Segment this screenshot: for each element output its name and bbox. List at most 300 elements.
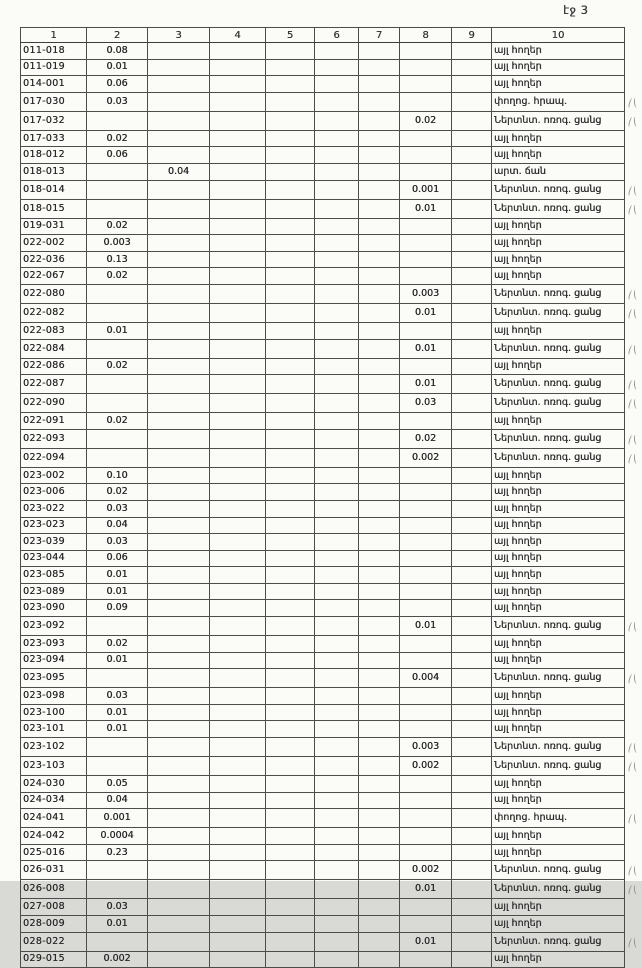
cell-col6-empty xyxy=(315,413,359,430)
cell-parcel-code: 019-031 xyxy=(21,218,87,235)
cell-col5-empty xyxy=(266,669,315,688)
table-row xyxy=(21,636,642,653)
margin-note-cell xyxy=(625,792,642,809)
cell-parcel-code: 023-094 xyxy=(21,652,87,669)
cell-col4-empty xyxy=(210,757,266,776)
cell-col2-area xyxy=(87,448,148,467)
table-row xyxy=(21,669,642,688)
margin-note-cell xyxy=(625,617,642,636)
handwritten-margin-mark xyxy=(628,186,637,196)
cell-col3-area xyxy=(148,500,210,517)
cell-col9-empty xyxy=(452,583,492,600)
cell-col5-empty xyxy=(266,844,315,861)
cell-col5-empty xyxy=(266,721,315,738)
cell-parcel-code: 022-082 xyxy=(21,303,87,322)
cell-col3-area xyxy=(148,550,210,567)
cell-parcel-code: 022-093 xyxy=(21,429,87,448)
margin-note-cell xyxy=(625,163,642,180)
cell-col7-empty xyxy=(359,534,400,551)
table-row xyxy=(21,550,642,567)
table-row xyxy=(21,792,642,809)
cell-col9-empty xyxy=(452,180,492,199)
cell-land-use-label: այլ հողեր xyxy=(492,59,625,76)
cell-col4-empty xyxy=(210,567,266,584)
cell-col5-empty xyxy=(266,534,315,551)
cell-col3-area xyxy=(148,147,210,164)
table-row xyxy=(21,617,642,636)
cell-land-use-label: արտ. ճան xyxy=(492,163,625,180)
cell-col3-area xyxy=(148,268,210,285)
handwritten-margin-mark xyxy=(628,622,637,632)
handwritten-margin-mark xyxy=(628,743,637,753)
cell-col4-empty xyxy=(210,738,266,757)
cell-col7-empty xyxy=(359,218,400,235)
cell-col5-empty xyxy=(266,932,315,951)
cell-col8-area xyxy=(400,130,452,147)
cell-col9-empty xyxy=(452,738,492,757)
cell-col9-empty xyxy=(452,467,492,484)
cell-col5-empty xyxy=(266,218,315,235)
cell-col8-area xyxy=(400,721,452,738)
cell-col5-empty xyxy=(266,861,315,880)
cell-col7-empty xyxy=(359,828,400,845)
cell-col6-empty xyxy=(315,669,359,688)
cell-col6-empty xyxy=(315,130,359,147)
cell-col6-empty xyxy=(315,303,359,322)
cell-land-use-label: Ներտնտ. ոռոգ. ցանց xyxy=(492,757,625,776)
cell-col9-empty xyxy=(452,721,492,738)
table-row xyxy=(21,899,642,916)
cell-parcel-code: 022-087 xyxy=(21,375,87,394)
cell-col6-empty xyxy=(315,844,359,861)
cell-parcel-code: 024-034 xyxy=(21,792,87,809)
cell-col6-empty xyxy=(315,394,359,413)
cell-col4-empty xyxy=(210,322,266,339)
cell-col5-empty xyxy=(266,636,315,653)
cell-col3-area xyxy=(148,932,210,951)
cell-col9-empty xyxy=(452,932,492,951)
cell-col8-area: 0.004 xyxy=(400,669,452,688)
cell-col7-empty xyxy=(359,467,400,484)
cell-parcel-code: 026-031 xyxy=(21,861,87,880)
table-row xyxy=(21,721,642,738)
cell-col3-area xyxy=(148,284,210,303)
table-row xyxy=(21,844,642,861)
table-row xyxy=(21,43,642,60)
cell-col9-empty xyxy=(452,322,492,339)
cell-col5-empty xyxy=(266,43,315,60)
cell-col4-empty xyxy=(210,517,266,534)
cell-col6-empty xyxy=(315,534,359,551)
cell-col6-empty xyxy=(315,235,359,252)
cell-col4-empty xyxy=(210,721,266,738)
margin-note-cell xyxy=(625,130,642,147)
cell-col9-empty xyxy=(452,880,492,899)
cell-col5-empty xyxy=(266,375,315,394)
cell-col2-area xyxy=(87,669,148,688)
cell-col9-empty xyxy=(452,303,492,322)
table-row xyxy=(21,111,642,130)
cell-col8-area: 0.01 xyxy=(400,617,452,636)
cell-col5-empty xyxy=(266,688,315,705)
cell-col4-empty xyxy=(210,844,266,861)
cell-col9-empty xyxy=(452,500,492,517)
cell-col9-empty xyxy=(452,704,492,721)
cell-parcel-code: 023-085 xyxy=(21,567,87,584)
cell-col7-empty xyxy=(359,738,400,757)
cell-col3-area xyxy=(148,235,210,252)
cell-col4-empty xyxy=(210,828,266,845)
cell-col4-empty xyxy=(210,235,266,252)
margin-note-cell xyxy=(625,636,642,653)
cell-parcel-code: 023-098 xyxy=(21,688,87,705)
margin-note-cell xyxy=(625,916,642,933)
cell-col7-empty xyxy=(359,235,400,252)
cell-col6-empty xyxy=(315,721,359,738)
cell-land-use-label: այլ հողեր xyxy=(492,828,625,845)
margin-note-cell xyxy=(625,704,642,721)
table-header xyxy=(21,28,642,43)
cell-col3-area xyxy=(148,43,210,60)
cell-col8-area xyxy=(400,583,452,600)
cell-col2-area xyxy=(87,303,148,322)
cell-col8-area xyxy=(400,484,452,501)
cell-col6-empty xyxy=(315,757,359,776)
margin-note-cell xyxy=(625,448,642,467)
cell-col2-area: 0.01 xyxy=(87,704,148,721)
margin-note-cell xyxy=(625,932,642,951)
cell-parcel-code: 029-015 xyxy=(21,951,87,968)
cell-col9-empty xyxy=(452,284,492,303)
cell-col9-empty xyxy=(452,951,492,968)
cell-col8-area xyxy=(400,268,452,285)
cell-col4-empty xyxy=(210,303,266,322)
cell-col4-empty xyxy=(210,652,266,669)
cell-col8-area: 0.01 xyxy=(400,375,452,394)
margin-note-cell xyxy=(625,180,642,199)
cell-col2-area: 0.02 xyxy=(87,218,148,235)
cell-col5-empty xyxy=(266,284,315,303)
cell-parcel-code: 026-008 xyxy=(21,880,87,899)
cell-col3-area xyxy=(148,880,210,899)
cell-land-use-label: Ներտնտ. ոռոգ. ցանց xyxy=(492,111,625,130)
cell-col7-empty xyxy=(359,517,400,534)
margin-note-cell xyxy=(625,600,642,617)
cell-col5-empty xyxy=(266,583,315,600)
cell-col7-empty xyxy=(359,844,400,861)
cell-col9-empty xyxy=(452,199,492,218)
cell-col3-area xyxy=(148,583,210,600)
cell-col9-empty xyxy=(452,550,492,567)
cell-col6-empty xyxy=(315,284,359,303)
cell-col2-area: 0.01 xyxy=(87,567,148,584)
table-row xyxy=(21,600,642,617)
cell-col3-area: 0.04 xyxy=(148,163,210,180)
cell-col7-empty xyxy=(359,688,400,705)
cell-col7-empty xyxy=(359,776,400,793)
table-row xyxy=(21,828,642,845)
cell-col9-empty xyxy=(452,413,492,430)
cell-land-use-label: այլ հողեր xyxy=(492,600,625,617)
cell-col6-empty xyxy=(315,147,359,164)
cell-col7-empty xyxy=(359,500,400,517)
cell-col2-area: 0.02 xyxy=(87,358,148,375)
cell-land-use-label: Ներտնտ. ոռոգ. ցանց xyxy=(492,617,625,636)
cell-col7-empty xyxy=(359,180,400,199)
cell-col3-area xyxy=(148,394,210,413)
table-row xyxy=(21,303,642,322)
cell-col4-empty xyxy=(210,163,266,180)
cell-col3-area xyxy=(148,111,210,130)
cell-col2-area: 0.04 xyxy=(87,792,148,809)
cell-land-use-label: Ներտնտ. ոռոգ. ցանց xyxy=(492,303,625,322)
margin-note-cell xyxy=(625,880,642,899)
margin-note-cell xyxy=(625,721,642,738)
cell-col8-area xyxy=(400,704,452,721)
cell-col7-empty xyxy=(359,284,400,303)
cell-col2-area: 0.04 xyxy=(87,517,148,534)
cell-col3-area xyxy=(148,899,210,916)
cell-col8-area xyxy=(400,652,452,669)
cell-col5-empty xyxy=(266,111,315,130)
cell-col4-empty xyxy=(210,500,266,517)
margin-note-cell xyxy=(625,92,642,111)
cell-col5-empty xyxy=(266,199,315,218)
cell-land-use-label: այլ հողեր xyxy=(492,130,625,147)
cell-col3-area xyxy=(148,322,210,339)
cell-land-use-label: այլ հողեր xyxy=(492,721,625,738)
cell-col5-empty xyxy=(266,567,315,584)
cell-col2-area: 0.23 xyxy=(87,844,148,861)
cell-col3-area xyxy=(148,358,210,375)
handwritten-margin-mark xyxy=(628,290,637,300)
margin-note-cell xyxy=(625,534,642,551)
table-row xyxy=(21,583,642,600)
table-row xyxy=(21,163,642,180)
cell-col7-empty xyxy=(359,880,400,899)
cell-col9-empty xyxy=(452,268,492,285)
cell-col5-empty xyxy=(266,163,315,180)
cell-col2-area xyxy=(87,339,148,358)
cell-col9-empty xyxy=(452,669,492,688)
cell-col3-area xyxy=(148,534,210,551)
margin-note-cell xyxy=(625,738,642,757)
cell-col9-empty xyxy=(452,358,492,375)
column-header: 2 xyxy=(87,28,148,43)
cell-col2-area: 0.06 xyxy=(87,76,148,93)
cell-col2-area: 0.03 xyxy=(87,899,148,916)
cell-col5-empty xyxy=(266,251,315,268)
cell-col2-area xyxy=(87,163,148,180)
margin-note-cell xyxy=(625,303,642,322)
margin-note-cell xyxy=(625,844,642,861)
cell-col8-area xyxy=(400,636,452,653)
cell-col6-empty xyxy=(315,500,359,517)
table-row xyxy=(21,880,642,899)
cell-col3-area xyxy=(148,130,210,147)
page-number-label: էջ 3 xyxy=(563,3,589,17)
cell-col8-area xyxy=(400,899,452,916)
cell-land-use-label: այլ հողեր xyxy=(492,688,625,705)
cell-col5-empty xyxy=(266,303,315,322)
cell-land-use-label: այլ հողեր xyxy=(492,792,625,809)
cell-col4-empty xyxy=(210,147,266,164)
margin-note-cell xyxy=(625,550,642,567)
cell-col4-empty xyxy=(210,704,266,721)
cell-col6-empty xyxy=(315,163,359,180)
cell-col4-empty xyxy=(210,809,266,828)
cell-col4-empty xyxy=(210,617,266,636)
handwritten-margin-mark xyxy=(628,117,637,127)
cell-col7-empty xyxy=(359,899,400,916)
cell-land-use-label: այլ հողեր xyxy=(492,467,625,484)
cell-col5-empty xyxy=(266,738,315,757)
margin-note-cell xyxy=(625,375,642,394)
cell-parcel-code: 023-039 xyxy=(21,534,87,551)
cell-col6-empty xyxy=(315,617,359,636)
cell-col8-area xyxy=(400,600,452,617)
cell-col7-empty xyxy=(359,43,400,60)
cell-col2-area: 0.01 xyxy=(87,583,148,600)
cell-parcel-code: 023-023 xyxy=(21,517,87,534)
cell-col5-empty xyxy=(266,792,315,809)
cell-land-use-label: այլ հողեր xyxy=(492,251,625,268)
cell-col9-empty xyxy=(452,861,492,880)
cell-parcel-code: 023-101 xyxy=(21,721,87,738)
handwritten-margin-mark xyxy=(628,866,637,876)
cell-col2-area: 0.08 xyxy=(87,43,148,60)
cell-col2-area xyxy=(87,738,148,757)
table-row xyxy=(21,218,642,235)
cell-land-use-label: այլ հողեր xyxy=(492,76,625,93)
cell-parcel-code: 018-013 xyxy=(21,163,87,180)
cell-col3-area xyxy=(148,792,210,809)
cell-col5-empty xyxy=(266,757,315,776)
cell-col5-empty xyxy=(266,394,315,413)
table-row xyxy=(21,339,642,358)
handwritten-margin-mark xyxy=(628,380,637,390)
cell-land-use-label: այլ հողեր xyxy=(492,652,625,669)
cell-col2-area xyxy=(87,429,148,448)
cell-col8-area: 0.02 xyxy=(400,429,452,448)
cell-col7-empty xyxy=(359,251,400,268)
cell-parcel-code: 022-080 xyxy=(21,284,87,303)
cell-col3-area xyxy=(148,517,210,534)
cell-parcel-code: 024-042 xyxy=(21,828,87,845)
cell-land-use-label: այլ հողեր xyxy=(492,899,625,916)
cell-parcel-code: 023-095 xyxy=(21,669,87,688)
cell-col5-empty xyxy=(266,880,315,899)
cell-col2-area: 0.05 xyxy=(87,776,148,793)
cell-col9-empty xyxy=(452,448,492,467)
margin-note-cell xyxy=(625,339,642,358)
margin-note-cell xyxy=(625,76,642,93)
margin-note-cell xyxy=(625,951,642,968)
cell-land-use-label: այլ հողեր xyxy=(492,43,625,60)
cell-land-use-label: այլ հողեր xyxy=(492,322,625,339)
cell-col6-empty xyxy=(315,218,359,235)
table-row xyxy=(21,147,642,164)
cell-land-use-label: Ներտնտ. ոռոգ. ցանց xyxy=(492,375,625,394)
cell-col8-area xyxy=(400,828,452,845)
handwritten-margin-mark xyxy=(628,885,637,895)
table-row xyxy=(21,809,642,828)
table-row xyxy=(21,916,642,933)
cell-col9-empty xyxy=(452,130,492,147)
cell-col8-area xyxy=(400,147,452,164)
cell-col5-empty xyxy=(266,76,315,93)
cell-parcel-code: 024-030 xyxy=(21,776,87,793)
cell-col8-area: 0.01 xyxy=(400,339,452,358)
margin-note-cell xyxy=(625,429,642,448)
cell-col3-area xyxy=(148,92,210,111)
cell-col8-area xyxy=(400,534,452,551)
table-row xyxy=(21,776,642,793)
cell-col8-area xyxy=(400,251,452,268)
table-body xyxy=(21,43,642,968)
cell-col7-empty xyxy=(359,600,400,617)
cell-col5-empty xyxy=(266,617,315,636)
table-row xyxy=(21,180,642,199)
cell-land-use-label: այլ հողեր xyxy=(492,704,625,721)
cell-col5-empty xyxy=(266,500,315,517)
cell-parcel-code: 018-014 xyxy=(21,180,87,199)
cell-col2-area xyxy=(87,394,148,413)
cell-col4-empty xyxy=(210,776,266,793)
table-row xyxy=(21,251,642,268)
cell-col6-empty xyxy=(315,704,359,721)
margin-note-cell xyxy=(625,652,642,669)
margin-note-cell xyxy=(625,688,642,705)
table-row xyxy=(21,76,642,93)
cell-col3-area xyxy=(148,861,210,880)
cell-land-use-label: այլ հողեր xyxy=(492,636,625,653)
cell-land-use-label: Ներտնտ. ոռոգ. ցանց xyxy=(492,932,625,951)
cell-col7-empty xyxy=(359,268,400,285)
cell-col9-empty xyxy=(452,757,492,776)
cell-parcel-code: 023-090 xyxy=(21,600,87,617)
column-header: 5 xyxy=(266,28,315,43)
cell-col7-empty xyxy=(359,932,400,951)
cell-col2-area: 0.03 xyxy=(87,92,148,111)
cell-col7-empty xyxy=(359,303,400,322)
table-row xyxy=(21,322,642,339)
cell-col7-empty xyxy=(359,147,400,164)
cell-col2-area xyxy=(87,880,148,899)
cell-col5-empty xyxy=(266,550,315,567)
table-row xyxy=(21,268,642,285)
margin-note-cell xyxy=(625,235,642,252)
cell-land-use-label: Ներտնտ. ոռոգ. ցանց xyxy=(492,738,625,757)
cell-col4-empty xyxy=(210,467,266,484)
cell-col4-empty xyxy=(210,484,266,501)
cell-col4-empty xyxy=(210,284,266,303)
cell-col7-empty xyxy=(359,550,400,567)
cell-col9-empty xyxy=(452,59,492,76)
cell-col8-area xyxy=(400,517,452,534)
cell-col7-empty xyxy=(359,951,400,968)
cell-col7-empty xyxy=(359,429,400,448)
cell-col2-area: 0.03 xyxy=(87,500,148,517)
cell-col7-empty xyxy=(359,484,400,501)
column-header: 1 xyxy=(21,28,87,43)
cell-col6-empty xyxy=(315,583,359,600)
cell-land-use-label: Ներտնտ. ոռոգ. ցանց xyxy=(492,429,625,448)
table-row xyxy=(21,861,642,880)
cell-parcel-code: 028-022 xyxy=(21,932,87,951)
table-row xyxy=(21,448,642,467)
cell-col6-empty xyxy=(315,268,359,285)
